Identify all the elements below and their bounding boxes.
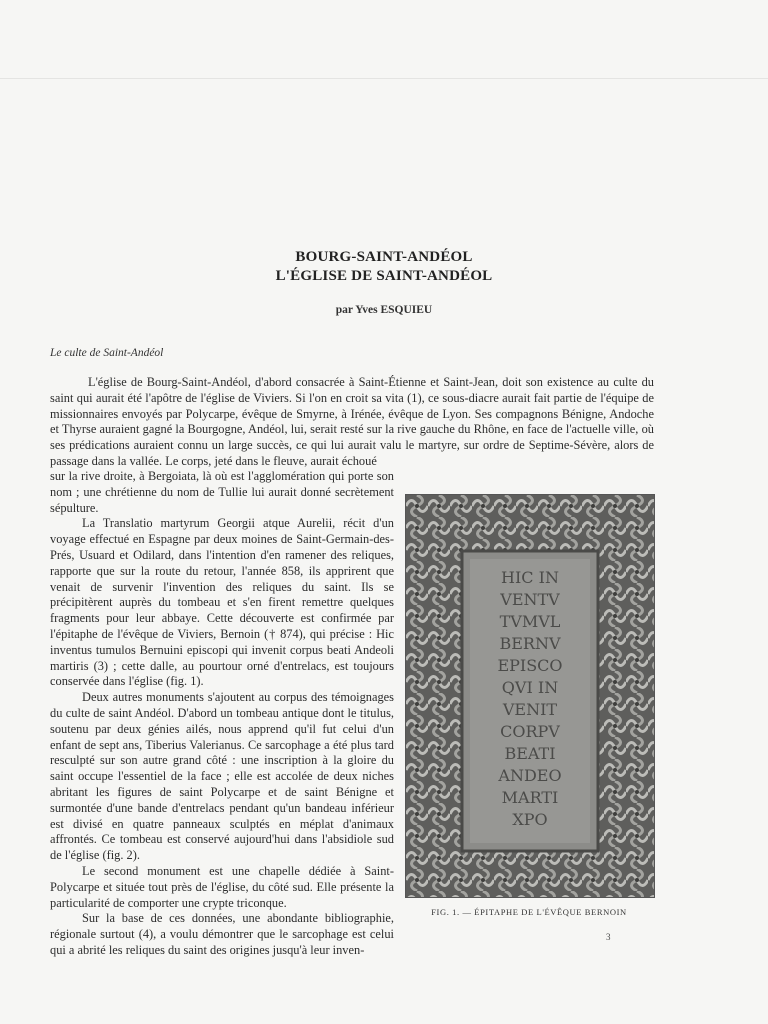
- scan-edge-line: [0, 78, 768, 79]
- body-column: [50, 469, 394, 959]
- epitaph-line: MARTI: [501, 788, 559, 807]
- figure-caption: FIG. 1. — ÉPITAPHE DE L'ÉVÊQUE BERNOIN: [431, 907, 627, 917]
- epitaph-slab-drawing: [406, 495, 654, 897]
- epitaph-line: CORPV: [500, 722, 560, 741]
- epitaph-line: VENIT: [502, 700, 558, 719]
- monuments-paragraph: Deux autres monuments s'ajoutent au corpus des témoignages du culte de saint Andéol. D'abord un tombeau antique dont le titulus, soutenu par deux génies ailés, nous apprend qu'il fut celui d'un enfant de sept ans, Tiberius Valerianus. Ce sarcophage a été plus tard resculpté sur son autre grand côté : une inscription à la gloire du saint occupe l'essentiel de la face ; elle est accolée de deux niches abritant les figures de saint Polycarpe et de saint Bénigne et surmontée d'une bande d'entrelacs pendant qu'un bandeau inférieur est divisé en quatre panneaux sculptés en méplat d'animaux affrontés. Ce tombeau est conservé aujourd'hui dans l'absidiole sud de l'église (fig. 2).: [50, 690, 394, 863]
- epitaph-line: HIC IN: [501, 568, 559, 587]
- section-heading: Le culte de Saint-Andéol: [50, 347, 164, 359]
- epitaph-line: VENTV: [500, 590, 560, 609]
- epitaph-line: QVI IN: [501, 678, 559, 697]
- epitaph-line: BERNV: [499, 634, 561, 653]
- epitaph-line: TVMVL: [499, 612, 561, 631]
- bibliography-paragraph: Sur la base de ces données, une abondante bibliographie, régionale surtout (4), a voulu démontrer que le sarcophage est celui qui a abrité les reliques du saint des origines jusqu'à leur inven-: [50, 911, 394, 957]
- epitaph-line: EPISCO: [497, 656, 563, 675]
- epitaph-line: ANDEO: [498, 766, 562, 785]
- epitaph-line: BEATI: [504, 744, 556, 763]
- intro-paragraph-text: L'église de Bourg-Saint-Andéol, d'abord consacrée à Saint-Étienne et Saint-Jean, doit son existence au culte du saint qui aurait été l'apôtre de l'église de Viviers. Si l'on en croit sa vita (1), ce sous-diacre aurait fait partie de l'équipe de missionnaires envoyés par Polycarpe, évêque de Smyrne, à Irénée, évêque de Lyon. Ses compagnons Bénigne, Andoche et Thyrse auraient gagné la Bourgogne, Andéol, lui, serait resté sur la rive gauche du Rhône, en face de l'actuelle ville, où ses prédications auraient connu un large succès, ce qui lui aurait valu le martyre, sur ordre de Septime-Sévère, alors de passage dans la vallée. Le corps, jeté dans le fleuve, aurait échoué: [50, 375, 654, 468]
- article-title-line-2: L'ÉGLISE DE SAINT-ANDÉOL: [275, 268, 493, 284]
- epitaph-line: XPO: [512, 810, 548, 829]
- intro-paragraph: [50, 375, 654, 470]
- page-number: 3: [606, 932, 611, 942]
- article-title-line-1: BOURG-SAINT-ANDÉOL: [295, 249, 473, 265]
- translatio-paragraph: La Translatio martyrum Georgii atque Aurelii, récit d'un voyage effectué en Espagne par deux moines de Saint-Germain-des-Prés, Usuard et Odilard, dans l'intention d'en ramener des reliques, rapporte que sur la route du retour, l'année 858, ils apprirent que venait de survenir l'invention des reliques du saint. Ils se précipitèrent auprès du tombeau et s'en firent remettre quelques fragments pour leur abbaye. Cette découverte est confirmée par l'épitaphe de l'évêque de Viviers, Bernoin († 874), qui précise : Hic inventus tumulos Bernuini episcopi qui invenit corpus beati Andeoli martiris (3) ; cette dalle, au pourtour orné d'entrelacs, est toujours conservée dans l'église (fig. 1).: [50, 516, 394, 689]
- chapel-paragraph: Le second monument est une chapelle dédiée à Saint-Polycarpe et située tout près de l'église, du côté sud. Elle présente la particularité de comporter une crypte triconque.: [50, 863, 394, 910]
- author-byline: par Yves ESQUIEU: [335, 304, 433, 316]
- epitaph-photo: [405, 494, 655, 898]
- intro-paragraph-continuation: sur la rive droite, à Bergoiata, là où est l'agglomération qui porte son nom ; une chrétienne du nom de Tullie lui aurait donné secrètement sépulture.: [50, 469, 394, 515]
